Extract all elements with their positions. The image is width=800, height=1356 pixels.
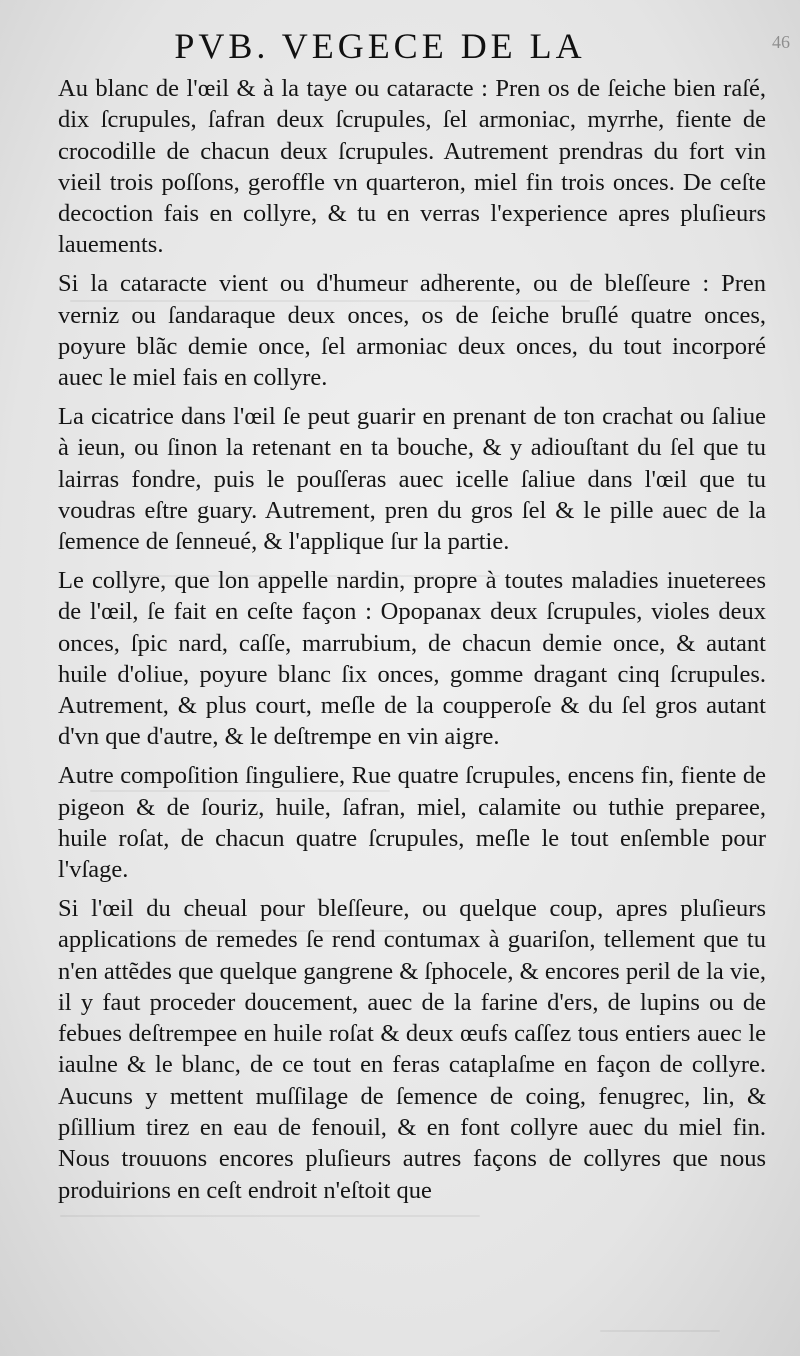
- paragraph-6: Si l'œil du cheual pour bleſſeure, ou quelque coup, apres pluſieurs applications de remedes ſe rend contumax à guariſon, tellement que tu n'en attẽdes que quelque gangrene & ſphocele, & encores peril de la vie, il y faut proceder doucement, auec de la farine d'ers, de lupins ou de febues deſtrempee en huile roſat & deux œufs caſſez tous entiers auec le iaulne & le blanc, de ce tout en feras cataplaſme en façon de collyre. Aucuns y mettent muſſilage de ſemence de coing, fenugrec, lin, & pſillium tirez en eau de fenouil, & en font collyre auec du miel fin. Nous trouuons encores pluſieurs autres façons de collyres que nous produirions en ceſt endroit n'eſtoit que: [58, 894, 766, 1204]
- paragraph-3: La cicatrice dans l'œil ſe peut guarir en prenant de ton crachat ou ſaliue à ieun, ou ſinon la retenant en ta bouche, & y adiouſtant du ſel que tu lairras fondre, puis le pouſſeras auec icelle ſaliue dans l'œil que tu voudras eſtre guary. Autrement, pren du gros ſel & le pille auec de la ſemence de ſenneué, & l'applique ſur la partie.: [58, 402, 766, 556]
- page-header: [0, 22, 800, 72]
- text-body: [58, 73, 766, 1206]
- folio-number: 46: [772, 32, 790, 52]
- paragraph-4: Le collyre, que lon appelle nardin, propre à toutes maladies inueterees de l'œil, ſe fait en ceſte façon : Opopanax deux ſcrupules, violes deux onces, ſpic nard, caſſe, marrubium, de chacun demie once, & autant huile d'oliue, poyure blanc ſix onces, gomme dragant cinq ſcrupules. Autrement, & plus court, meſle de la coupperoſe & du ſel gros autant d'vn que d'autre, & le deſtrempe en vin aigre.: [58, 566, 766, 751]
- paragraph-1: Au blanc de l'œil & à la taye ou cataracte : Pren os de ſeiche bien raſé, dix ſcrupules, ſafran deux ſcrupules, ſel armoniac, myrrhe, fiente de crocodille de chacun deux ſcrupules. Autrement prendras du fort vin vieil trois poſſons, geroffle vn quarteron, miel fin trois onces. De ceſte decoction fais en collyre, & tu en verras l'experience apres pluſieurs lauements.: [58, 75, 766, 259]
- paragraph-5: Autre compoſition ſinguliere, Rue quatre ſcrupules, encens fin, fiente de pigeon & de ſouriz, huile, ſafran, miel, calamite ou tuthie preparee, huile roſat, de chacun quatre ſcrupules, meſle le tout enſemble pour l'vſage.: [58, 762, 766, 884]
- paragraph-2: Si la cataracte vient ou d'humeur adherente, ou de bleſſeure : Pren verniz ou ſandaraque deux onces, os de ſeiche bruſlé quatre onces, poyure blãc demie once, ſel armoniac deux onces, du tout incorporé auec le miel fais en collyre.: [58, 270, 766, 392]
- running-head: PVB. VEGECE DE LA: [174, 26, 586, 66]
